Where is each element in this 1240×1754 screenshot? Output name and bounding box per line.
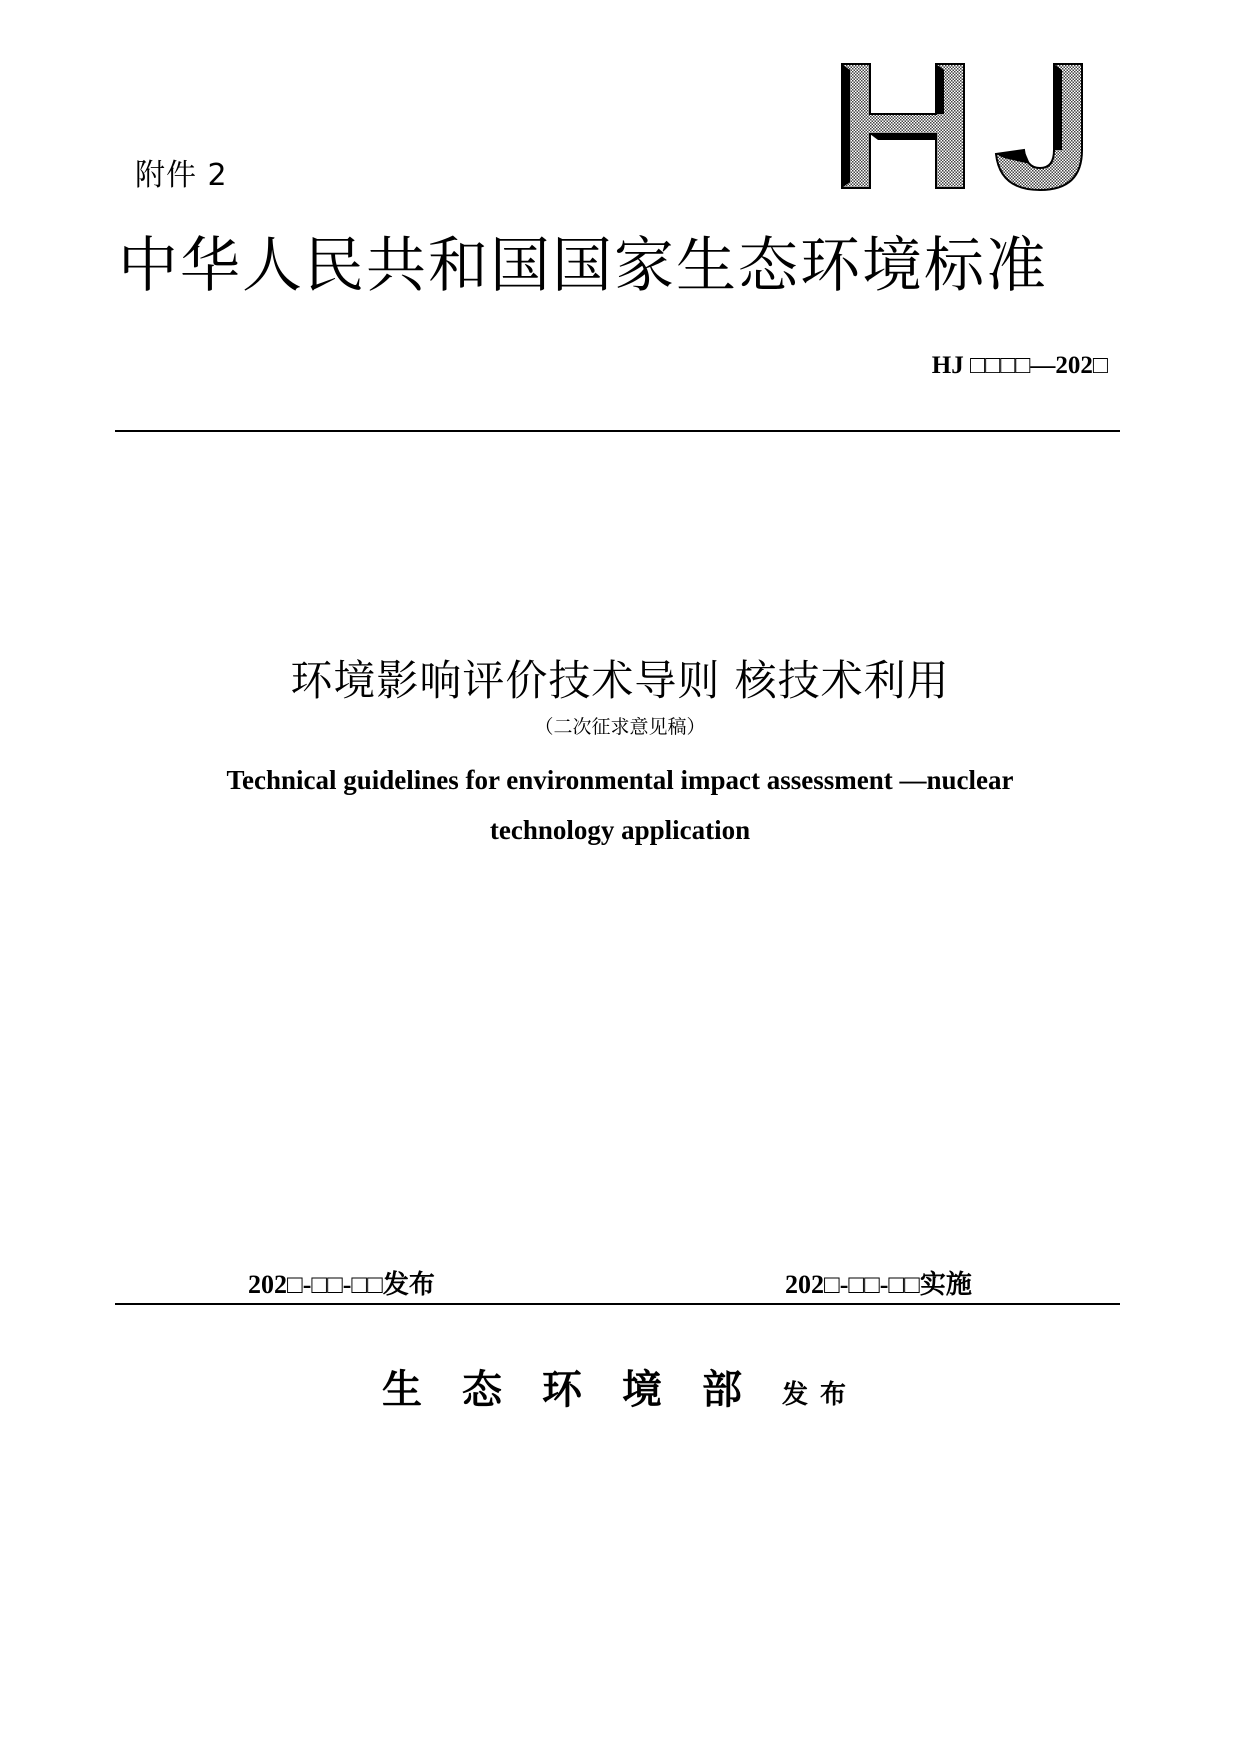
implement-date: 202□-□□-□□实施 [785, 1270, 972, 1299]
english-title-line1: Technical guidelines for environmental impact assessment —nuclear [226, 765, 1014, 795]
english-title [175, 755, 1065, 855]
document-title: 环境影响评价技术导则 核技术利用 [290, 656, 950, 705]
org-title: 中华人民共和国国家生态环境标准 [118, 231, 1048, 301]
english-title-line2: technology application [489, 815, 751, 845]
publisher-suffix: 发布 [781, 1380, 858, 1410]
bottom-divider [115, 1303, 1120, 1305]
publisher [0, 1358, 1240, 1415]
publisher-name: 生态环境部 [381, 1366, 782, 1413]
attachment-label: 附件 2 [135, 158, 228, 193]
top-divider [115, 430, 1120, 432]
draft-note: （二次征求意见稿） [534, 716, 706, 738]
hj-logo-icon [840, 62, 1086, 192]
standard-code: HJ □□□□—202□ [931, 352, 1108, 379]
publish-date: 202□-□□-□□发布 [248, 1270, 435, 1299]
